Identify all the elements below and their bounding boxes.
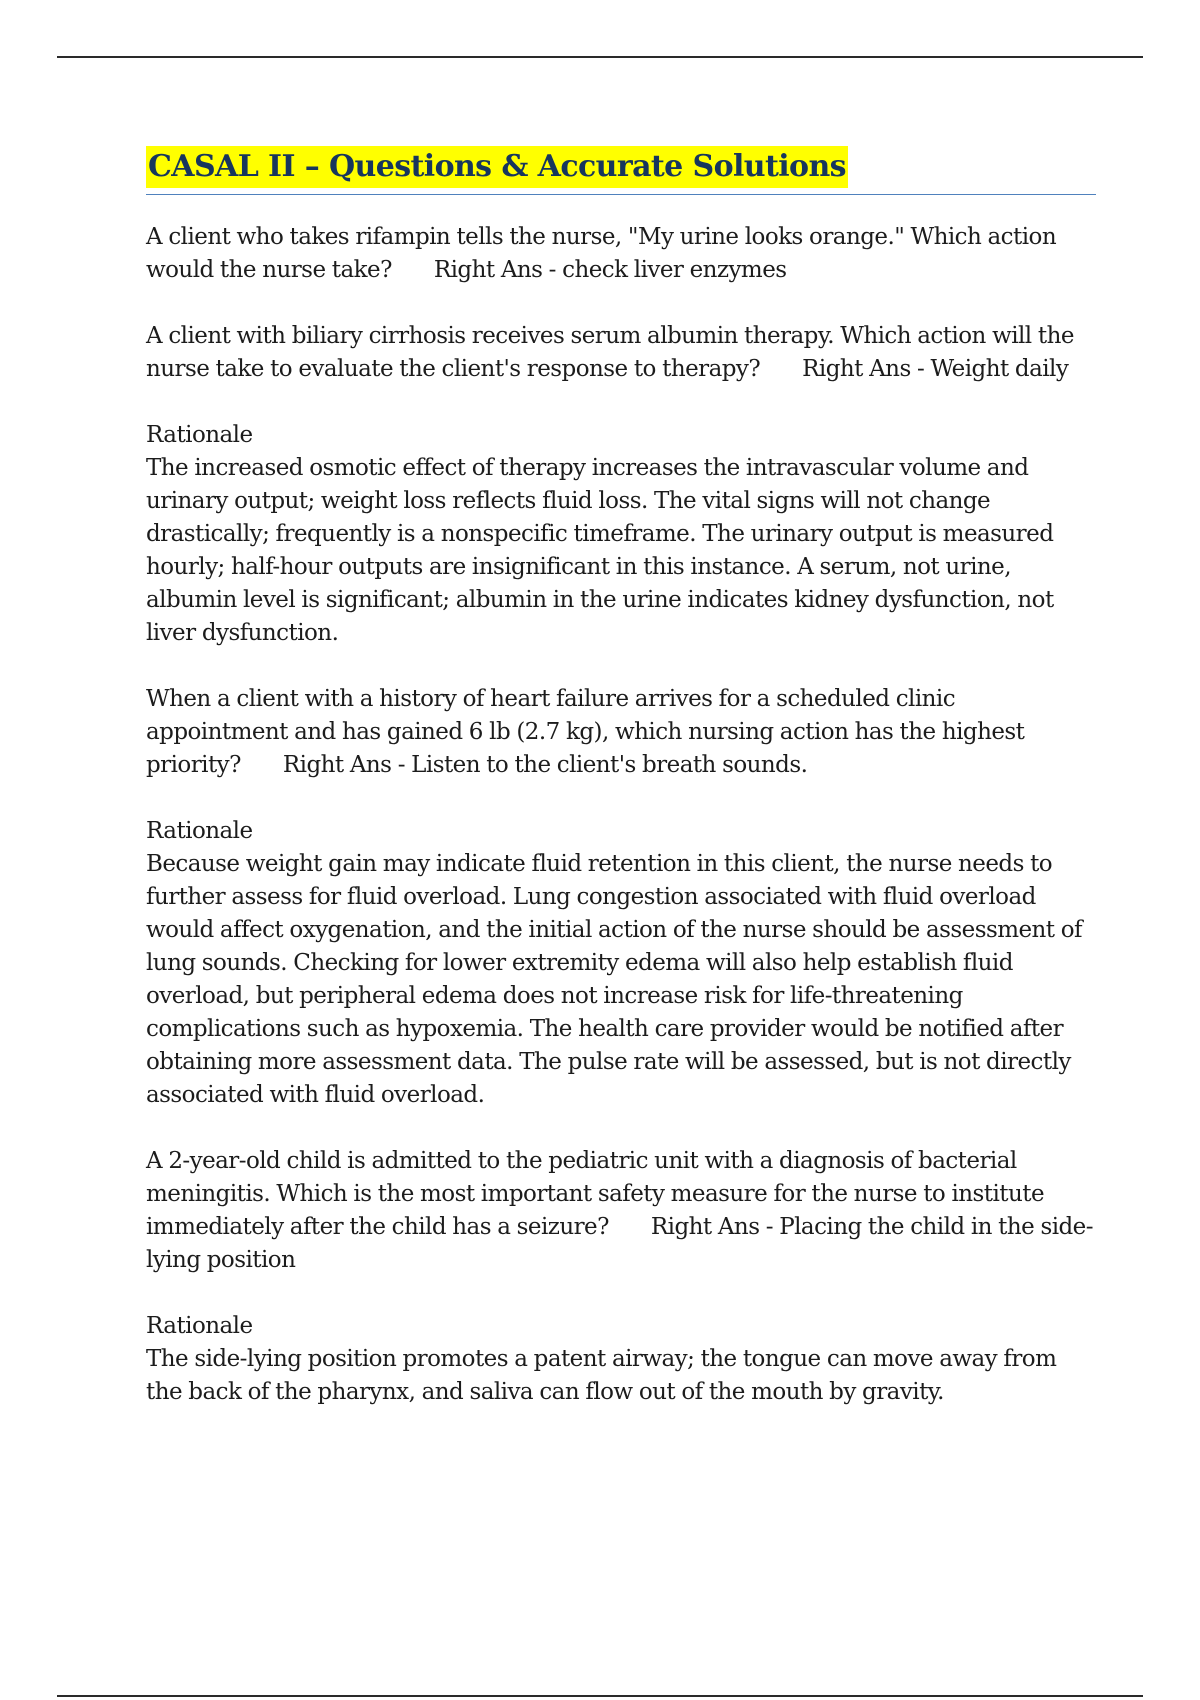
- question-text: A client who takes rifampin tells the nurse, "My urine looks orange." Which action would the nurse take?: [146, 224, 1057, 283]
- rationale-block-2: [146, 419, 1096, 650]
- answer-text: Right Ans - Placing the child in the side-lying position: [146, 1214, 1093, 1273]
- rationale-block-4: [146, 1310, 1096, 1409]
- bottom-rule: [57, 1695, 1143, 1697]
- question-block-2: [146, 320, 1096, 386]
- rationale-text: The side-lying position promotes a patent airway; the tongue can move away from the back of the pharynx, and saliva can flow out of the mouth by gravity.: [146, 1346, 1057, 1405]
- rationale-text: The increased osmotic effect of therapy increases the intravascular volume and urinary output; weight loss reflects fluid loss. The vital signs will not change drastically; frequently is a nonspecific timeframe. The urinary output is measured hourly; half-hour outputs are insignificant in this instance. A serum, not urine, albumin level is significant; albumin in the urine indicates kidney dysfunction, not liver dysfunction.: [146, 455, 1054, 646]
- title-block: [146, 146, 1096, 195]
- answer-text: Right Ans - Weight daily: [802, 356, 1069, 382]
- rationale-heading: Rationale: [146, 1313, 253, 1339]
- rationale-heading: Rationale: [146, 818, 253, 844]
- rationale-text: Because weight gain may indicate fluid retention in this client, the nurse needs to further assess for fluid overload. Lung congestion associated with fluid overload would affect oxygenation, and the initial action of the nurse should be assessment of lung sounds. Checking for lower extremity edema will also help establish fluid overload, but peripheral edema does not increase risk for life-threatening complications such as hypoxemia. The health care provider would be notified after obtaining more assessment data. The pulse rate will be assessed, but is not directly associated with fluid overload.: [146, 851, 1083, 1108]
- answer-text: Right Ans - Listen to the client's breath sounds.: [282, 752, 808, 778]
- rationale-block-3: [146, 815, 1096, 1112]
- question-text: A 2-year-old child is admitted to the pediatric unit with a diagnosis of bacterial meningitis. Which is the most important safety measure for the nurse to institute immediately after the child has a seizure?: [146, 1148, 1045, 1240]
- question-block-3: [146, 683, 1096, 782]
- question-block-4: [146, 1145, 1096, 1277]
- answer-text: Right Ans - check liver enzymes: [433, 257, 787, 283]
- rationale-heading: Rationale: [146, 422, 253, 448]
- document-body: [146, 146, 1096, 1442]
- question-text: A client with biliary cirrhosis receives serum albumin therapy. Which action will the nurse take to evaluate the client's response to therapy?: [146, 323, 1074, 382]
- question-block-1: [146, 221, 1096, 287]
- top-rule: [57, 56, 1143, 58]
- question-text: When a client with a history of heart failure arrives for a scheduled clinic appointment and has gained 6 lb (2.7 kg), which nursing action has the highest priority?: [146, 686, 1025, 778]
- document-title: CASAL II – Questions & Accurate Solutions: [146, 146, 848, 188]
